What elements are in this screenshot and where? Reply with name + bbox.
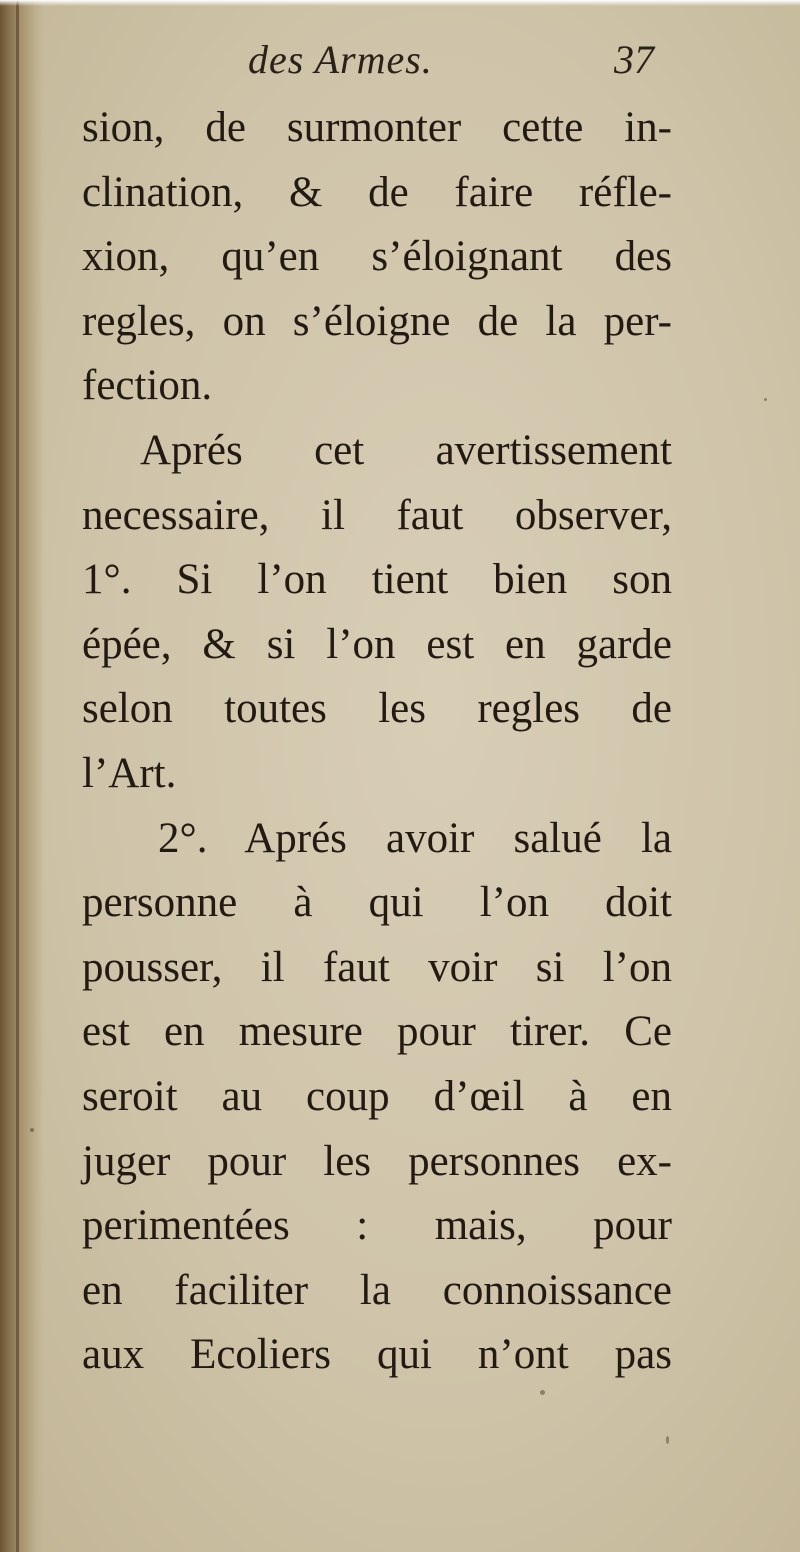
text-line: regles, on s’éloigne de la per-	[82, 297, 672, 345]
text-line: l’Art.	[82, 749, 177, 797]
text-line: necessaire, il faut observer,	[82, 491, 672, 539]
text-line: Aprés cet avertissement	[140, 426, 672, 474]
paper-blemish	[666, 1436, 669, 1444]
body-text	[82, 96, 672, 1388]
text-line: fection.	[82, 362, 213, 410]
text-line: juger pour les personnes ex-	[82, 1137, 672, 1185]
text-line: en faciliter la connoissance	[82, 1266, 672, 1314]
text-line: perimentées : mais, pour	[82, 1202, 672, 1250]
text-line: seroit au coup d’œil à en	[82, 1072, 672, 1120]
text-line: pousser, il faut voir si l’on	[82, 943, 672, 991]
paper-blemish	[30, 1128, 34, 1132]
text-line: 1°. Si l’on tient bien son	[82, 556, 672, 604]
text-line: sion, de surmonter cette in-	[82, 104, 672, 151]
running-head: des Armes.	[248, 37, 433, 82]
paper-blemish	[540, 1390, 545, 1395]
text-line: est en mesure pour tirer. Ce	[82, 1008, 672, 1056]
text-line: 2°. Aprés avoir salué la	[158, 814, 672, 862]
paper-blemish	[764, 398, 767, 401]
text-line: xion, qu’en s’éloignant des	[82, 233, 672, 281]
page-header	[0, 36, 800, 96]
text-line: selon toutes les regles de	[82, 685, 672, 733]
binding-gutter	[0, 0, 44, 1552]
page-top-edge	[0, 0, 800, 6]
text-line: personne à qui l’on doit	[82, 879, 672, 927]
page-number: 37	[614, 37, 654, 82]
text-line: épée, & si l’on est en garde	[82, 620, 672, 668]
binding-edge	[16, 0, 19, 1552]
text-line: clination, & de faire réfle-	[82, 168, 672, 216]
text-line: aux Ecoliers qui n’ont pas	[82, 1331, 672, 1379]
